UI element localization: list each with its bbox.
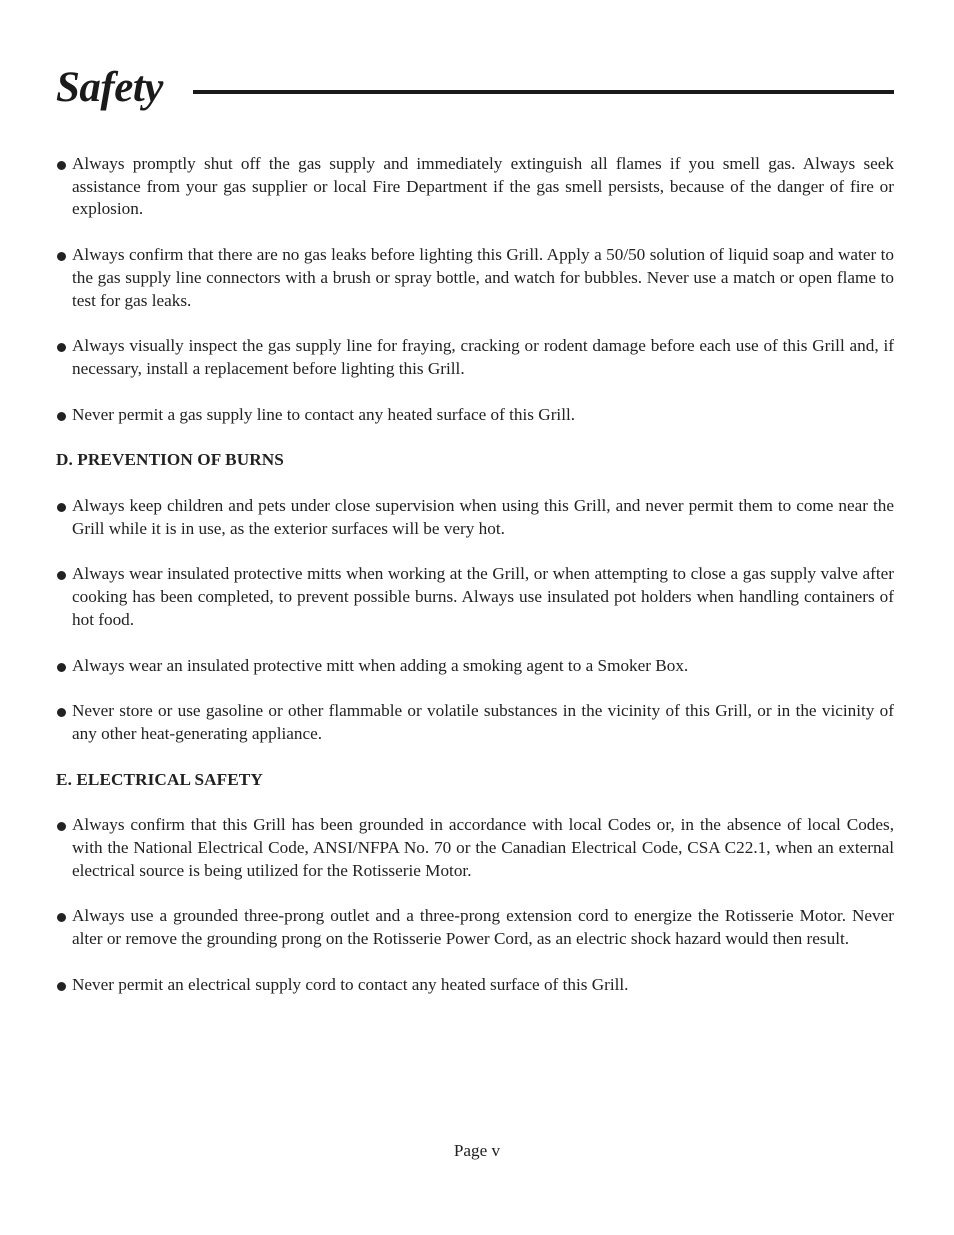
- page-title: Safety: [56, 64, 163, 111]
- bullet-text: Never permit a gas supply line to contact any heated surface of this Grill.: [72, 404, 576, 424]
- bullet-text: Never permit an electrical supply cord to contact any heated surface of this Grill.: [72, 974, 629, 994]
- bullet-item: [56, 153, 894, 221]
- bullet-text: Never store or use gasoline or other flammable or volatile substances in the vicinity of this Grill, or in the vicinity of any other heat-generating appliance.: [72, 701, 894, 743]
- header-rule: [193, 90, 894, 94]
- bullet-icon: [57, 708, 66, 717]
- bullet-text: Always use a grounded three-prong outlet and a three-prong extension cord to energize the Rotisserie Motor. Never alter or remove the grounding prong on the Rotisserie Power Cord, as an electric shock hazard would then result.: [72, 906, 894, 949]
- bullet-item: [56, 700, 894, 745]
- bullet-icon: [57, 343, 66, 352]
- bullet-text: Always keep children and pets under close supervision when using this Grill, and never permit them to come near the Grill while it is in use, as the exterior surfaces will be very hot.: [72, 496, 894, 538]
- bullet-icon: [57, 913, 66, 922]
- bullet-item: [56, 495, 894, 540]
- bullet-icon: [57, 161, 66, 170]
- bullet-icon: [57, 982, 66, 991]
- bullet-item: [56, 905, 894, 950]
- page-number: Page v: [453, 1141, 501, 1160]
- bullet-text: Always confirm that there are no gas leaks before lighting this Grill. Apply a 50/50 solution of liquid soap and water to the gas supply line connectors with a brush or spray bottle, and watch for bubbles. Never use a match or open flame to test for gas leaks.: [72, 245, 894, 310]
- bullet-icon: [57, 503, 66, 512]
- bullet-icon: [57, 663, 66, 672]
- section-heading-electrical: E. ELECTRICAL SAFETY: [56, 769, 263, 789]
- bullet-text: Always wear insulated protective mitts when working at the Grill, or when attempting to close a gas supply valve after cooking has been completed, to prevent possible burns. Always use insulated pot holders when handling containers of hot food.: [72, 564, 894, 629]
- page-content: [56, 153, 894, 1020]
- bullet-icon: [57, 412, 66, 421]
- bullet-icon: [57, 822, 66, 831]
- bullet-icon: [57, 252, 66, 261]
- bullet-item: [56, 655, 894, 678]
- bullet-text: Always wear an insulated protective mitt when adding a smoking agent to a Smoker Box.: [72, 655, 689, 675]
- bullet-text: Always confirm that this Grill has been grounded in accordance with local Codes or, in the absence of local Codes, with the National Electrical Code, ANSI/NFPA No. 70 or the Canadian Electrical Code, CSA C22.1, when an external electrical source is being utilized for the Rotisserie Motor.: [72, 815, 894, 880]
- bullet-text: Always visually inspect the gas supply line for fraying, cracking or rodent damage before each use of this Grill and, if necessary, install a replacement before lighting this Grill.: [72, 336, 894, 378]
- bullet-item: [56, 814, 894, 882]
- bullet-item: [56, 404, 894, 427]
- section-heading-burns: D. PREVENTION OF BURNS: [56, 450, 284, 470]
- bullet-item: [56, 244, 894, 312]
- bullet-item: [56, 563, 894, 631]
- bullet-icon: [57, 571, 66, 580]
- bullet-item: [56, 974, 894, 997]
- page-header: [56, 62, 894, 114]
- bullet-text: Always promptly shut off the gas supply and immediately extinguish all flames if you smell gas. Always seek assistance from your gas supplier or local Fire Department if the gas smell persists, because of the danger of fire or explosion.: [72, 154, 894, 219]
- bullet-item: [56, 335, 894, 380]
